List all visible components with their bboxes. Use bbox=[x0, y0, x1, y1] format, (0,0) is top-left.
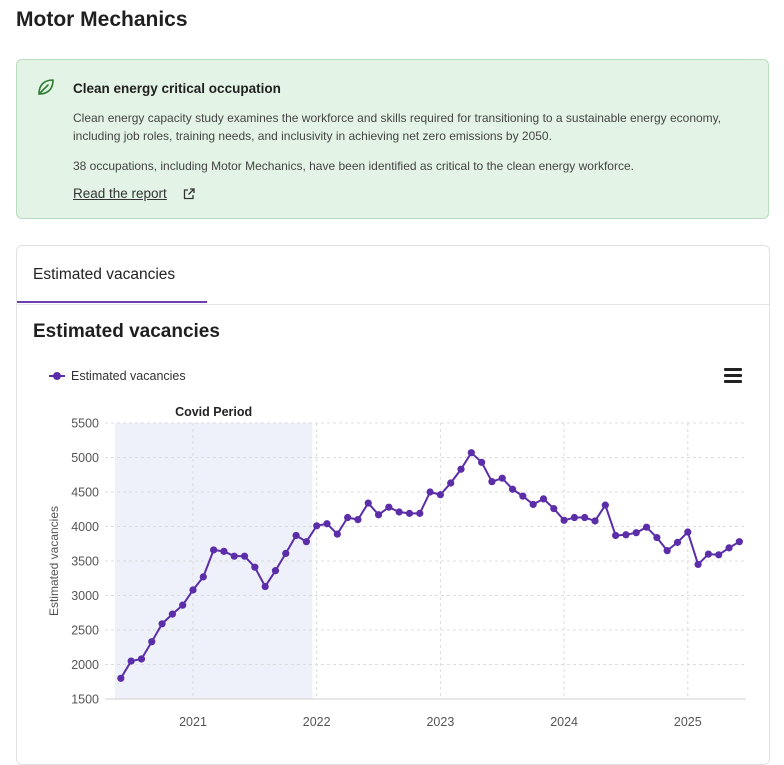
chart-title: Estimated vacancies bbox=[33, 321, 220, 342]
data-point bbox=[148, 638, 155, 645]
y-tick-label: 3000 bbox=[71, 589, 99, 603]
data-point bbox=[406, 510, 413, 517]
data-point bbox=[550, 505, 557, 512]
data-point bbox=[426, 488, 433, 495]
y-tick-label: 5000 bbox=[71, 451, 99, 465]
data-point bbox=[282, 550, 289, 557]
data-point bbox=[509, 486, 516, 493]
tab-estimated-vacancies[interactable]: Estimated vacancies bbox=[33, 266, 176, 283]
data-point bbox=[313, 522, 320, 529]
x-tick-label: 2021 bbox=[179, 715, 207, 729]
data-point bbox=[128, 657, 135, 664]
callout-body-secondary: 38 occupations, including Motor Mechanics, have been identified as critical to the clean energy workforce. bbox=[73, 159, 634, 173]
y-axis-title: Estimated vacancies bbox=[47, 505, 61, 617]
read-report-link[interactable]: Read the report bbox=[73, 186, 167, 201]
x-tick-label: 2022 bbox=[302, 715, 331, 729]
data-point bbox=[334, 530, 341, 537]
y-tick-label: 5500 bbox=[71, 416, 99, 431]
data-point bbox=[581, 514, 588, 521]
data-point bbox=[375, 511, 382, 518]
data-point bbox=[262, 583, 269, 590]
data-point bbox=[292, 532, 299, 539]
y-tick-label: 2000 bbox=[71, 658, 99, 672]
data-point bbox=[210, 546, 217, 553]
y-tick-label: 2500 bbox=[71, 623, 99, 638]
data-point bbox=[200, 573, 207, 580]
page-title: Motor Mechanics bbox=[16, 8, 188, 31]
y-tick-label: 3500 bbox=[71, 554, 99, 569]
data-point bbox=[189, 586, 196, 593]
data-point bbox=[169, 611, 176, 618]
callout-title: Clean energy critical occupation bbox=[73, 81, 281, 96]
y-tick-label: 4500 bbox=[71, 485, 99, 500]
callout-body: Clean energy capacity study examines the workforce and skills required for transitioning to a sustainable energy economy, including job roles, training needs, and inclusivity in achieving net zero emissions by 2050. bbox=[73, 111, 722, 143]
data-point bbox=[540, 495, 547, 502]
data-point bbox=[705, 551, 712, 558]
data-point bbox=[478, 459, 485, 466]
data-point bbox=[561, 517, 568, 524]
y-tick-label: 1500 bbox=[71, 692, 99, 707]
x-tick-label: 2024 bbox=[550, 715, 579, 729]
data-point bbox=[591, 517, 598, 524]
data-point bbox=[138, 655, 145, 662]
covid-period-label: Covid Period bbox=[175, 405, 253, 419]
data-point bbox=[725, 544, 732, 551]
data-point bbox=[365, 499, 372, 506]
data-point bbox=[622, 531, 629, 538]
data-point bbox=[323, 520, 330, 527]
data-point bbox=[643, 524, 650, 531]
y-tick-label: 4000 bbox=[71, 520, 99, 534]
data-point bbox=[602, 502, 609, 509]
data-point bbox=[447, 479, 454, 486]
data-point bbox=[695, 561, 702, 568]
data-point bbox=[241, 553, 248, 560]
data-point bbox=[231, 553, 238, 560]
data-point bbox=[519, 493, 526, 500]
data-point bbox=[674, 539, 681, 546]
data-point bbox=[488, 478, 495, 485]
x-tick-label: 2025 bbox=[673, 715, 702, 729]
data-point bbox=[684, 528, 691, 535]
data-point bbox=[457, 466, 464, 473]
data-point bbox=[220, 548, 227, 555]
data-point bbox=[354, 516, 361, 523]
legend-label: Estimated vacancies bbox=[71, 369, 186, 383]
data-point bbox=[344, 514, 351, 521]
data-point bbox=[468, 449, 475, 456]
data-point bbox=[499, 475, 506, 482]
data-point bbox=[633, 529, 640, 536]
data-point bbox=[303, 538, 310, 545]
data-point bbox=[715, 551, 722, 558]
data-point bbox=[385, 504, 392, 511]
data-point bbox=[653, 534, 660, 541]
data-point bbox=[736, 538, 743, 545]
data-point bbox=[612, 532, 619, 539]
data-point bbox=[396, 508, 403, 515]
data-point bbox=[117, 675, 124, 682]
data-point bbox=[179, 602, 186, 609]
data-point bbox=[437, 491, 444, 498]
data-point bbox=[416, 510, 423, 517]
data-point bbox=[251, 564, 258, 571]
data-point bbox=[664, 547, 671, 554]
data-point bbox=[272, 567, 279, 574]
data-point bbox=[158, 620, 165, 627]
x-tick-label: 2023 bbox=[426, 715, 455, 729]
data-point bbox=[571, 514, 578, 521]
data-point bbox=[530, 501, 537, 508]
